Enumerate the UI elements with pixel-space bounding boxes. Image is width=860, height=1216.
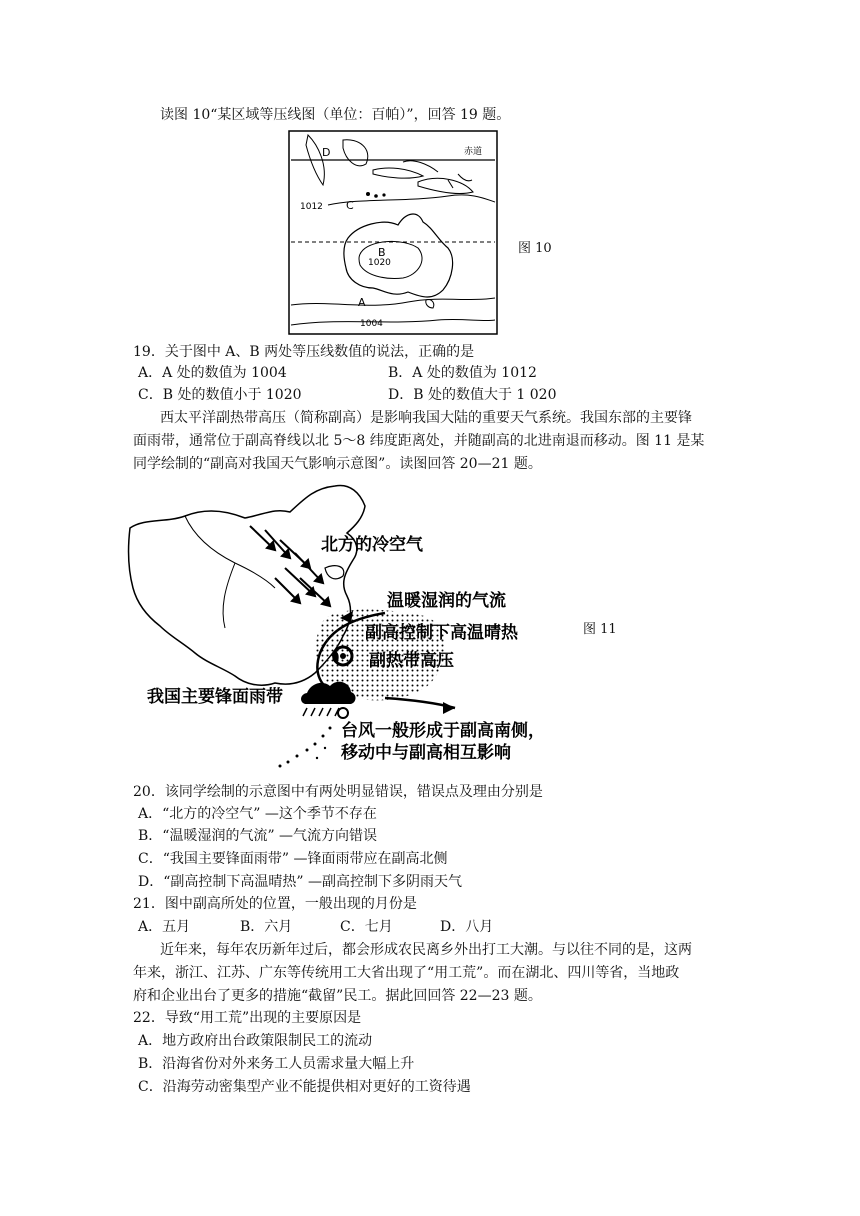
q22-option-a: A．地方政府出台政策限制民工的流动 — [138, 1033, 373, 1049]
label-high-temp: 副高控制下高温晴热 — [365, 623, 518, 643]
q20-stem: 20．该同学绘制的示意图中有两处明显错误，错误点及理由分别是 — [133, 784, 543, 800]
q21-option-a: A．五月 — [138, 919, 191, 935]
label-a: A — [358, 296, 366, 309]
intro-q22-line1: 近年来，每年农历新年过后，都会形成农民离乡外出打工大潮。与以往不同的是，这两 — [160, 942, 692, 958]
q22-stem: 22．导致“用工荒”出现的主要原因是 — [133, 1010, 362, 1026]
label-subtropical-high: 副热带高压 — [369, 651, 454, 671]
q20-option-d: D．“副高控制下高温晴热” —副高控制下多阴雨天气 — [138, 874, 462, 890]
q21-option-b: B．六月 — [240, 919, 293, 935]
q21-stem: 21．图中副高所处的位置，一般出现的月份是 — [133, 896, 417, 912]
intro-q19: 读图 10“某区域等压线图（单位：百帕）”，回答 19 题。 — [160, 107, 511, 123]
isobar-1020-label: 1020 — [368, 258, 391, 268]
q20-option-c: C．“我国主要锋面雨带” —锋面雨带应在副高北侧 — [138, 851, 448, 867]
label-warm-air: 温暖湿润的气流 — [387, 591, 506, 611]
isobar-1004-label: 1004 — [360, 319, 383, 329]
q21-option-c: C．七月 — [340, 919, 393, 935]
q22-option-b: B．沿海省份对外来务工人员需求量大幅上升 — [138, 1056, 415, 1072]
q20-option-b: B．“温暖湿润的气流” —气流方向错误 — [138, 828, 378, 844]
label-cold-air: 北方的冷空气 — [321, 535, 423, 555]
q20-option-a: A．“北方的冷空气” —这个季节不存在 — [138, 806, 377, 822]
label-typhoon-1: 台风一般形成于副高南侧， — [341, 721, 545, 741]
label-d: D — [322, 146, 331, 159]
intro-q20-line2: 面雨带，通常位于副高脊线以北 5～8 纬度距离处，并随副高的北进南退而移动。图 11 是某 — [133, 433, 705, 449]
q19-option-c: C．B 处的数值小于 1020 — [138, 387, 302, 403]
isobar-1012-label: 1012 — [300, 202, 323, 212]
label-c: C — [346, 199, 354, 212]
q19-stem: 19．关于图中 A、B 两处等压线数值的说法，正确的是 — [133, 344, 475, 360]
q22-option-c: C．沿海劳动密集型产业不能提供相对更好的工资待遇 — [138, 1079, 471, 1095]
intro-q22-line2: 年来，浙江、江苏、广东等传统用工大省出现了“用工荒”。而在湖北、四川等省，当地政 — [133, 965, 680, 981]
figure-10-caption: 图 10 — [518, 241, 552, 256]
intro-q20-line1: 西太平洋副热带高压（简称副高）是影响我国大陆的重要天气系统。我国东部的主要锋 — [160, 410, 692, 426]
figure-11-caption: 图 11 — [583, 622, 617, 637]
equator-label: 赤道 — [464, 147, 483, 157]
intro-q22-line3: 府和企业出台了更多的措施“截留”民工。据此回回答 22—23 题。 — [133, 988, 542, 1004]
figure-10-map — [288, 130, 498, 335]
figure-11-map — [125, 478, 565, 778]
q19-option-a: A．A 处的数值为 1004 — [138, 365, 287, 381]
intro-q20-line3: 同学绘制的“副高对我国天气影响示意图”。读图回答 20—21 题。 — [133, 456, 542, 472]
q19-option-d: D．B 处的数值大于 1 020 — [388, 387, 557, 403]
label-typhoon-2: 移动中与副高相互影响 — [341, 743, 511, 763]
q21-option-d: D．八月 — [440, 919, 494, 935]
q19-option-b: B．A 处的数值为 1012 — [388, 365, 537, 381]
label-b: B — [378, 246, 386, 259]
label-rain-belt: 我国主要锋面雨带 — [147, 687, 283, 707]
